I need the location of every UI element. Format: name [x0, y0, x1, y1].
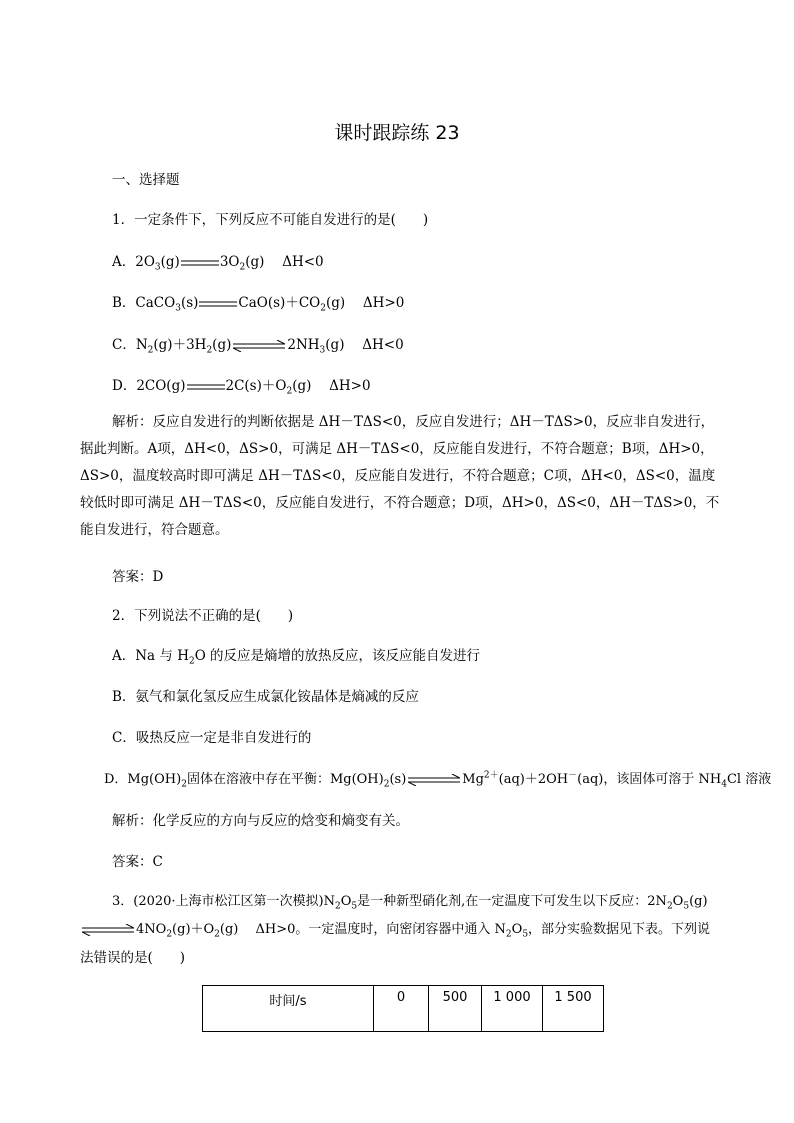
question-1-option-c: C．$N_2(g)+3H_2(g)$ $2NH_3(g)$ ΔH<0: [112, 337, 404, 356]
question-3-line-2: $4NO_2(g)+O_2(g)$ ΔH>0。一定温度时，向密闭容器中通入 $N_2O_5$，部分实验数据见下表。下列说: [80, 918, 710, 937]
reversible-arrow-icon: [408, 774, 460, 786]
data-table: [202, 985, 604, 1032]
question-2-option-b: B．氨气和氯化氢反应生成氯化铵晶体是熵减的反应: [112, 689, 419, 705]
question-3-line-3: 法错误的是( ): [80, 950, 186, 966]
question-1-option-d: D．2CO(g) $2C(s)+O_2(g)$ ΔH>0: [112, 378, 371, 397]
equals-arrow-icon: [199, 300, 237, 308]
section-heading: 一、选择题: [112, 172, 180, 188]
question-2-option-a: A．Na 与 $H_2O$ 的反应是熵增的放热反应，该反应能自发进行: [112, 648, 481, 667]
question-2-analysis: 解析：化学反应的方向与反应的焓变和熵变有关。: [112, 813, 409, 829]
equals-arrow-icon: [187, 383, 225, 391]
table-cell: 0: [374, 986, 429, 1032]
question-1-answer: 答案：D: [112, 569, 164, 585]
question-1-option-b: B．CaCO$_3$(s) $CaO(s)+CO_2(g)$ ΔH>0: [112, 295, 405, 314]
table-row: [203, 986, 604, 1032]
equals-arrow-icon: [181, 259, 219, 267]
question-2-option-d: D．$Mg(OH)_2$固体在溶液中存在平衡：$Mg(OH)_2(s)$ $Mg^{2+}(aq)+2OH^-(aq)$，该固体可溶于 $NH_4Cl$ 溶液: [104, 770, 772, 790]
table-cell: 500: [429, 986, 482, 1032]
reversible-arrow-icon: [82, 924, 134, 936]
reversible-arrow-icon: [233, 340, 285, 352]
table-cell: 1 000: [482, 986, 543, 1032]
question-2-option-c: C．吸热反应一定是非自发进行的: [112, 730, 312, 746]
question-2-answer: 答案：C: [112, 854, 163, 870]
question-3-line-1: 3．(2020·上海市松江区第一次模拟)$N_2O_5$是一种新型硝化剂,在一定温度下可发生以下反应：$2N_2O_5(g)$: [112, 894, 708, 912]
table-cell: 1 500: [543, 986, 604, 1032]
table-cell: 时间/s: [203, 986, 374, 1032]
question-1-stem: 1．一定条件下，下列反应不可能自发进行的是( ): [112, 212, 429, 228]
question-1-option-a: A．$2O_3(g)$ $3O_2(g)$ ΔH<0: [112, 254, 324, 273]
page-title: 课时跟踪练 23: [334, 122, 460, 144]
question-1-analysis: 解析：反应自发进行的判断依据是 ΔH－TΔS<0，反应自发进行；ΔH－TΔS>0，反应非自发进行，据此判断。A项，ΔH<0，ΔS>0，可满足 ΔH－TΔS<0，反应能自发进行，不符合题意；B项，ΔH>0，ΔS>0，温度较高时即可满足 ΔH－TΔS<0，反应能自发进行，不符合题意；C项，ΔH<0，ΔS<0，温度较低时即可满足 ΔH－TΔS<0，反应能自发进行，不符合题意；D项，ΔH>0，ΔS<0，ΔH－TΔS>0，不能自发进行，符合题意。: [80, 414, 720, 538]
question-2-stem: 2．下列说法不正确的是( ): [112, 608, 294, 624]
